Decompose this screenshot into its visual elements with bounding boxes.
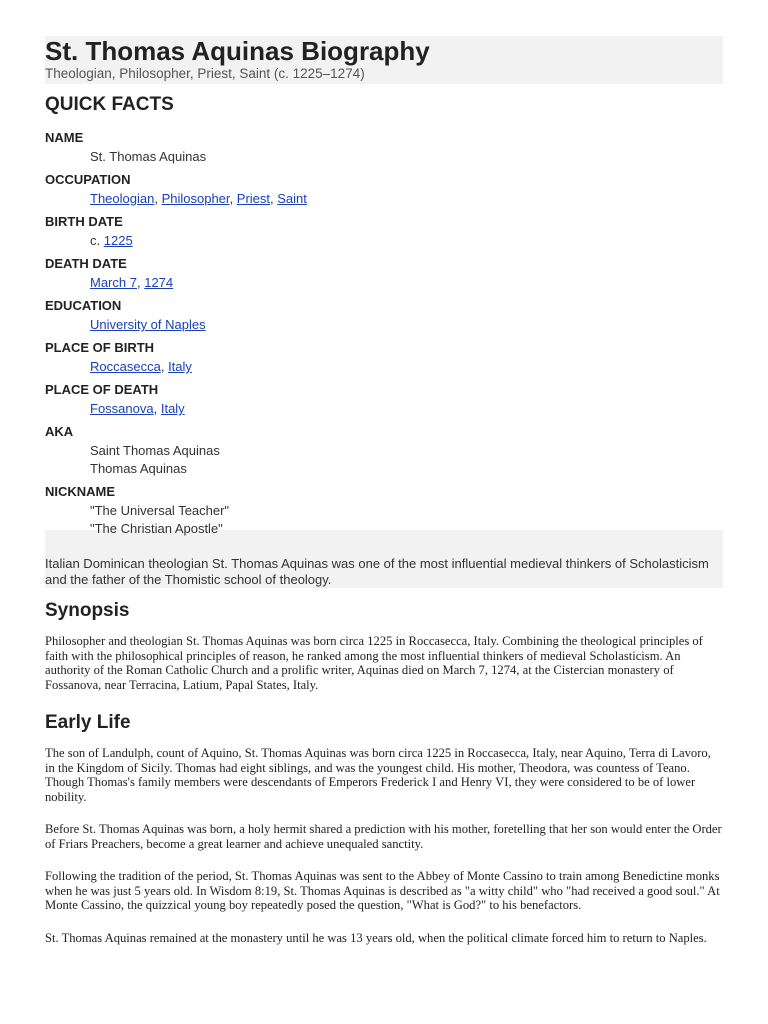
- title-band: [45, 36, 723, 84]
- page-title: St. Thomas Aquinas Biography: [45, 36, 430, 66]
- separator: ,: [270, 191, 274, 206]
- fact-value-nickname-2: "The Christian Apostle": [90, 521, 223, 536]
- fact-value-death-date: [90, 274, 723, 292]
- fact-label-death-date: DEATH DATE: [45, 256, 127, 271]
- link-theologian[interactable]: Theologian: [90, 191, 155, 206]
- early-life-paragraph-2: Before St. Thomas Aquinas was born, a holy hermit shared a prediction with his mother, foretelling that her son would enter the Order of Friars Preachers, become a great learner and achieve unequaled sanctity.: [45, 822, 722, 851]
- link-roccasecca[interactable]: Roccasecca: [90, 359, 161, 374]
- quick-facts-heading: QUICK FACTS: [45, 94, 174, 115]
- fact-label-nickname: NICKNAME: [45, 484, 116, 499]
- link-birth-year[interactable]: 1225: [103, 233, 133, 248]
- fact-value-name: St. Thomas Aquinas: [90, 149, 207, 164]
- fact-label-name: NAME: [45, 130, 84, 145]
- fact-label-birth-date: BIRTH DATE: [45, 214, 123, 229]
- synopsis-paragraph: Philosopher and theologian St. Thomas Aquinas was born circa 1225 in Roccasecca, Italy. Combining the theological principles of faith with the philosophical principles of reason, he ranked among the most influential thinkers of medieval Scholasticism. An authority of the Roman Catholic Church and a prolific writer, Aquinas died on March 7, 1274, at the Cistercian monastery of Fossanova, near Terracina, Latium, Papal States, Italy.: [45, 634, 703, 692]
- synopsis-heading: Synopsis: [45, 600, 130, 621]
- page-subtitle: Theologian, Philosopher, Priest, Saint (c. 1225–1274): [45, 66, 365, 81]
- fact-label-aka: AKA: [45, 424, 74, 439]
- fact-label-place-of-death: PLACE OF DEATH: [45, 382, 159, 397]
- link-university-of-naples[interactable]: University of Naples: [90, 317, 206, 332]
- separator: ,: [160, 359, 165, 374]
- fact-label-education: EDUCATION: [45, 298, 122, 313]
- intro-summary: Italian Dominican theologian St. Thomas Aquinas was one of the most influential medieval thinkers of Scholasticism and the father of the Thomistic school of theology.: [45, 530, 723, 588]
- fact-value-aka-2: Thomas Aquinas: [90, 461, 187, 476]
- link-fossanova[interactable]: Fossanova: [90, 401, 154, 416]
- link-philosopher[interactable]: Philosopher: [161, 191, 230, 206]
- fact-value-nickname-1: "The Universal Teacher": [90, 503, 230, 518]
- separator: ,: [153, 401, 158, 416]
- fact-value-aka-1: Saint Thomas Aquinas: [90, 443, 220, 458]
- separator: ,: [229, 191, 234, 206]
- fact-value-occupation: [90, 190, 723, 208]
- fact-value-place-of-death: [90, 400, 723, 418]
- separator: ,: [136, 275, 141, 290]
- document-page: [45, 36, 723, 963]
- quick-facts-list: [45, 130, 723, 538]
- link-saint[interactable]: Saint: [277, 191, 307, 206]
- early-life-paragraph-3: Following the tradition of the period, St. Thomas Aquinas was sent to the Abbey of Monte Cassino to train among Benedictine monks when he was just 5 years old. In Wisdom 8:19, St. Thomas Aquinas is described as "a witty child" who "had received a good soul." At Monte Cassino, the quizzical young boy repeatedly posed the question, "What is God?" to his benefactors.: [45, 869, 720, 912]
- separator: ,: [154, 191, 158, 206]
- fact-label-occupation: OCCUPATION: [45, 172, 131, 187]
- fact-value-education: [90, 316, 723, 334]
- early-life-heading: Early Life: [45, 712, 131, 733]
- link-priest[interactable]: Priest: [236, 191, 271, 206]
- early-life-paragraph-4: St. Thomas Aquinas remained at the monastery until he was 13 years old, when the political climate forced him to return to Naples.: [45, 930, 707, 945]
- link-italy-birth[interactable]: Italy: [168, 359, 192, 374]
- fact-value-place-of-birth: [90, 358, 723, 376]
- early-life-paragraph-1: The son of Landulph, count of Aquino, St. Thomas Aquinas was born circa 1225 in Roccasecca, Italy, near Aquino, Terra di Lavoro, in the Kingdom of Sicily. Thomas had eight siblings, and was the youngest child. His mother, Theodora, was countess of Teano. Though Thomas's family members were descendants of Emperors Frederick I and Henry VI, they were considered to be of lower nobility.: [45, 746, 711, 804]
- fact-label-place-of-birth: PLACE OF BIRTH: [45, 340, 155, 355]
- birth-date-prefix: c.: [90, 233, 101, 248]
- link-death-day[interactable]: March 7: [90, 275, 137, 290]
- link-italy-death[interactable]: Italy: [160, 401, 185, 416]
- link-death-year[interactable]: 1274: [144, 275, 174, 290]
- fact-value-birth-date: [90, 232, 723, 250]
